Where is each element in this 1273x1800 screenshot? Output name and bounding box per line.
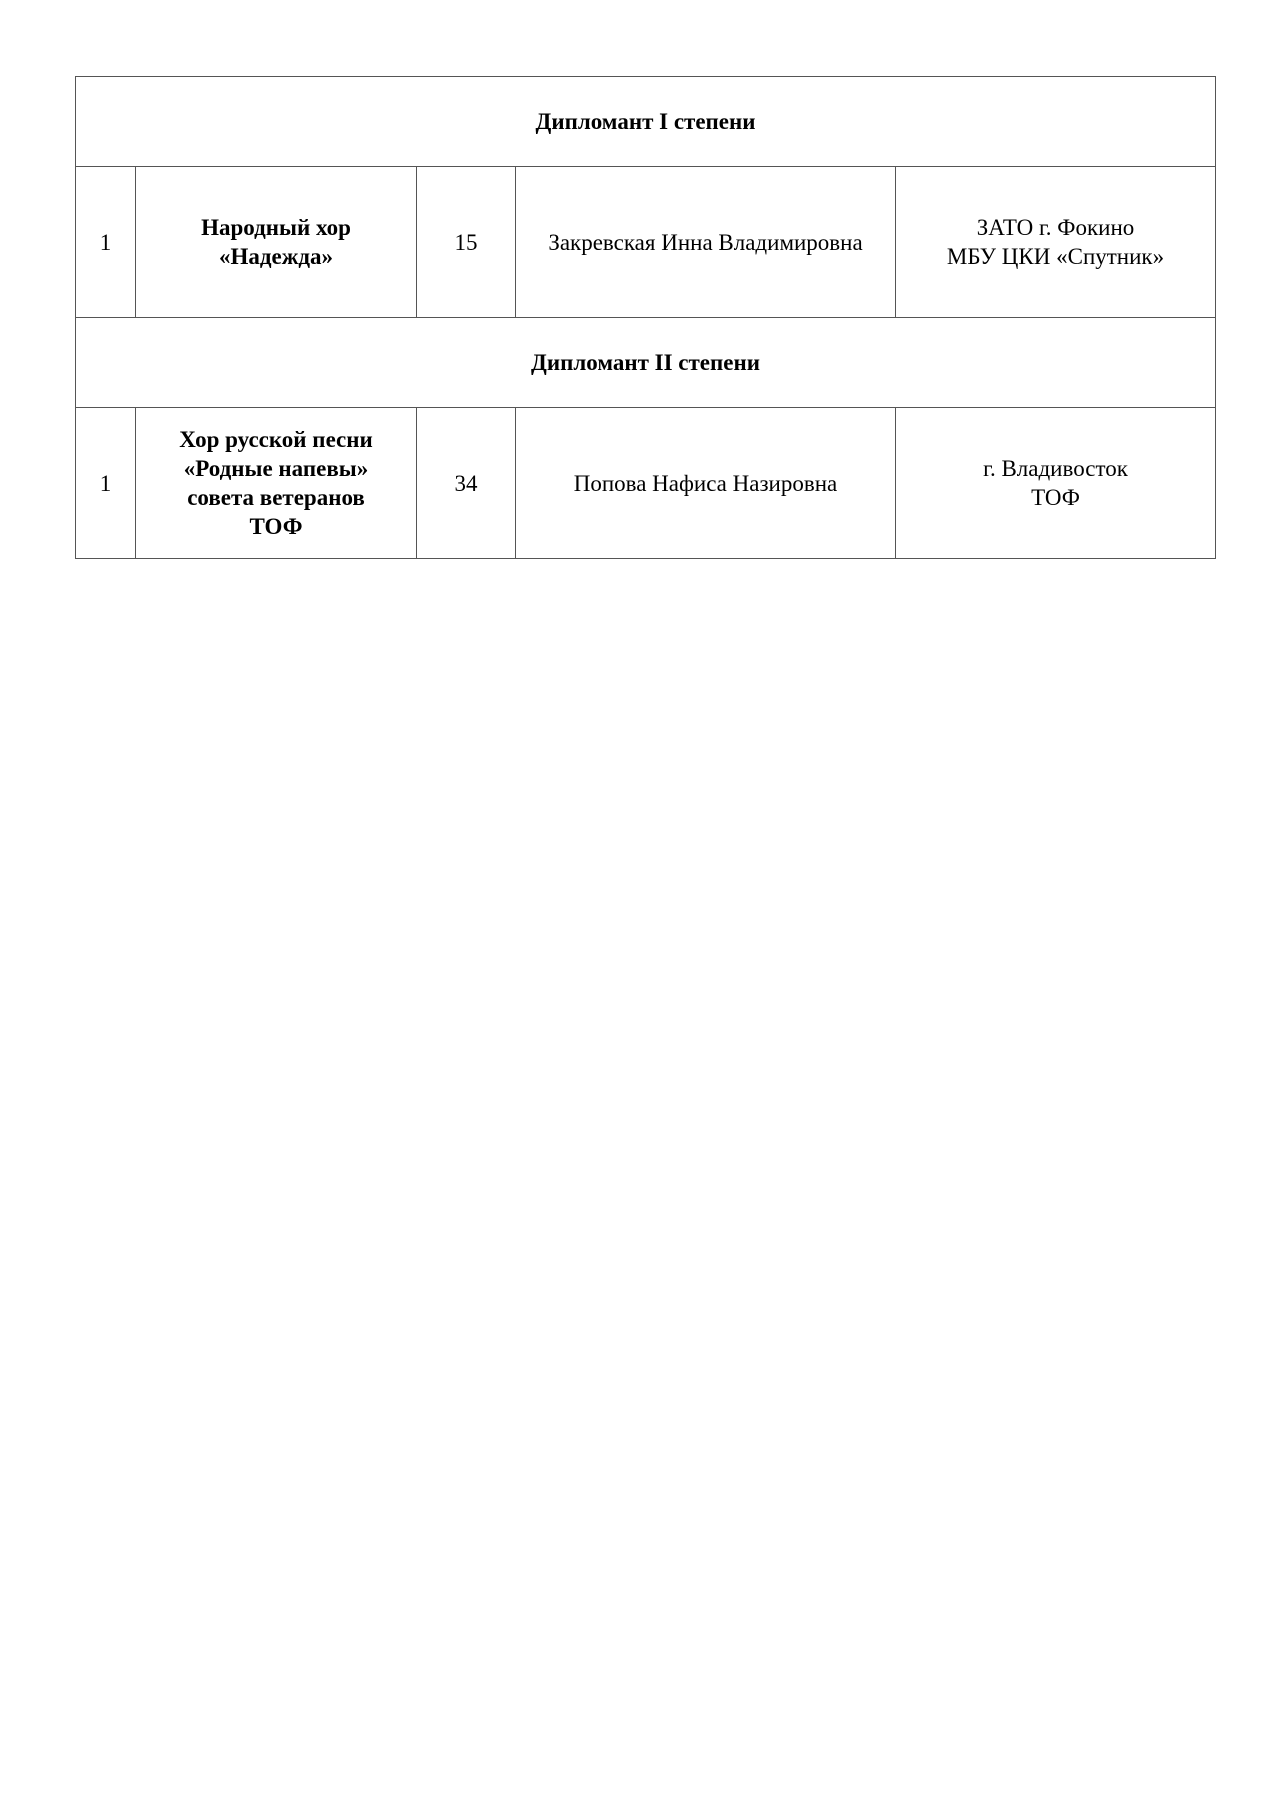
location-cell: г. Владивосток ТОФ xyxy=(896,408,1216,559)
ensemble-name-cell: Народный хор «Надежда» xyxy=(136,167,417,318)
leader-name-cell: Попова Нафиса Назировна xyxy=(516,408,896,559)
leader-name-cell: Закревская Инна Владимировна xyxy=(516,167,896,318)
section-heading: Дипломант II степени xyxy=(76,318,1216,408)
section-heading-row xyxy=(76,318,1216,408)
section-heading: Дипломант I степени xyxy=(76,77,1216,167)
ensemble-name-cell: Хор русской песни «Родные напевы» совета ветеранов ТОФ xyxy=(136,408,417,559)
participants-count-cell: 34 xyxy=(417,408,516,559)
table-row xyxy=(76,408,1216,559)
participants-count-cell: 15 xyxy=(417,167,516,318)
table-row xyxy=(76,167,1216,318)
location-cell: ЗАТО г. Фокино МБУ ЦКИ «Спутник» xyxy=(896,167,1216,318)
section-heading-row xyxy=(76,77,1216,167)
row-number-cell: 1 xyxy=(76,167,136,318)
row-number-cell: 1 xyxy=(76,408,136,559)
results-table xyxy=(75,76,1216,559)
